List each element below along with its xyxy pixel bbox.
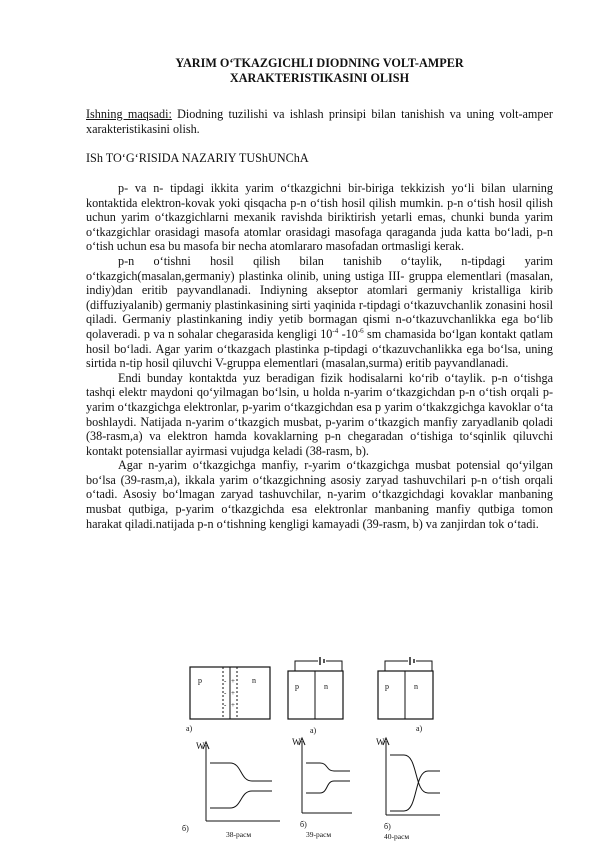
- fig38-label-b: б): [182, 824, 189, 833]
- fig38-plus-2: +: [231, 689, 235, 697]
- fig40-energy-diagram: [383, 738, 440, 815]
- fig40-caption: 40-расм: [384, 832, 410, 841]
- fig39-axis-w: W: [292, 737, 301, 747]
- paragraph-1: p- va n- tipdagi ikkita yarim o‘tkazgichni bir-biriga tekkizish yo‘li bilan ularning kontaktida elektron-kovak yoki qisqacha p-n o‘tish hosil qilish mumkin. p-n o‘tish hosil qilish uchun yarim o‘tkazgichlarni mexanik ravishda biriktirish yetarli emas, chunki bunda yarim o‘tkazgichlar orasidagi masofa atomlar orasidagi masofaga qaraganda juda katta bo‘ladi, p-n o‘tish uchun esa bu masofa bir necha atomlararo masofadan ortmasligi kerak.: [86, 181, 553, 254]
- fig38-n-label: n: [252, 676, 256, 685]
- goal-label: Ishning maqsadi:: [86, 107, 172, 121]
- fig38-minus-2: -: [224, 689, 227, 697]
- figure-pn-junction: [160, 653, 450, 841]
- fig38-p-label: p: [198, 676, 202, 685]
- section-heading: ISh TO‘G‘RISIDA NAZARIY TUShUNChA: [86, 151, 309, 165]
- title-line-1: YARIM O‘TKAZGICHLI DIODNING VOLT-AMPER: [175, 56, 464, 70]
- fig40-label-b: б): [384, 822, 391, 831]
- paragraph-2-text-mid: -10: [338, 326, 358, 341]
- fig39-energy-diagram: [299, 738, 352, 813]
- figure-drawing: [160, 653, 450, 841]
- fig40-p-label: p: [385, 682, 389, 691]
- fig38-minus-1: -: [224, 677, 227, 685]
- fig38-crystal: [190, 667, 270, 719]
- exponent-2: -6: [357, 326, 364, 335]
- paragraph-2-text-b: sm chamasida bo‘lgan kontakt qatlam hosil bo‘ladi. Agar yarim o‘tkazgach plastinka p-tipdagi o‘tkazuvchanlikka ega bo‘lsa, uning sirtida n-tip hosil qiluvchi V-gruppa elementlari (masalan,surma) eritib payvandlanadi.: [86, 326, 554, 371]
- fig39-label-b: б): [300, 820, 307, 829]
- paragraph-3: Endi bunday kontaktda yuz beradigan fizik hodisalarni ko‘rib o‘taylik. p-n o‘tishga tashqi elektr maydoni qo‘yilmagan bo‘lsin, u holda n-yarim o‘tkazgichdan p-n o‘tish orqali p-yarim o‘tkazgichga elektronlar, p-yarim o‘tkazgichdan esa p yarim o‘tkakzgichga kavoklar o‘ta boshlaydi. Natijada n-yarim o‘tkazgich musbat, p-yarim o‘tkazgich manfiy zaryadlanib qoladi (38-rasm,a) va elektron hamda kovaklarning p-n chegaradan o‘tishiga to‘sqinlik qiluvchi kontakt potensiallar ayirmasi vujudga keladi (38-rasm, b).: [86, 370, 553, 458]
- fig38-caption: 38-расм: [226, 830, 252, 839]
- fig39-p-label: p: [295, 682, 299, 691]
- title-line-2: XARAKTERISTIKASINI OLISH: [229, 71, 410, 85]
- fig40-label-a: a): [416, 724, 423, 733]
- fig39-n-label: n: [324, 682, 328, 691]
- fig38-plus-1: +: [231, 677, 235, 685]
- fig40-axis-w: W: [376, 737, 385, 747]
- fig38-minus-3: -: [224, 701, 227, 709]
- goal-paragraph: [86, 107, 553, 136]
- fig40-n-label: n: [414, 682, 418, 691]
- fig38-energy-diagram: [203, 742, 280, 821]
- fig38-plus-3: +: [231, 701, 235, 709]
- exponent-1: -4: [332, 326, 339, 335]
- body-text: [86, 181, 553, 531]
- paragraph-2-text-a: p-n o‘tishni hosil qilish bilan tanishib o‘taylik, n-tipdagi yarim o‘tkazgich(masalan,germaniy) plastinka olinib, uning ustiga III- gruppa elementlari (masalan, indiy)dan eritib payvandlanadi. Indiyning akseptor atomlari germaniy kristalliga kirib (diffuziyalanib) germaniy plastinkasining sirti yaqinida r-tipdagi o‘tkazuvchanlik zonasini hosil qiladi. Germaniy plastinkaning indiy yetib bormagan qismi n-o‘tkazuvchanlikka ega bo‘lib qolaveradi. p va n sohalar chegarasida kengligi 10: [86, 253, 553, 341]
- paragraph-2: [86, 254, 553, 371]
- fig38-label-a: a): [186, 724, 193, 733]
- goal-text: Diodning tuzilishi va ishlash prinsipi bilan tanishish va uning volt-amper xarakteristikasini olish.: [86, 107, 553, 136]
- fig39-caption: 39-расм: [306, 830, 332, 839]
- page-title: [86, 56, 553, 86]
- paragraph-4: Agar n-yarim o‘tkazgichga manfiy, r-yarim o‘tkazgichga musbat potensial qo‘yilgan bo‘lsa (39-rasm,a), ikkala yarim o‘tkazgichning asosiy zaryad tashuvchilari p-n o‘tish orqali o‘tadi. Asosiy bo‘lmagan zaryad tashuvchilar, n-yarim o‘tkazgichdagi kovaklar manbaning musbat qutbiga, p-yarim o‘tkazgichda esa elektronlar manbaning manfiy qutbiga tomon harakat qiladi.natijada p-n o‘tishning kengligi kamayadi (39-rasm, b) va zanjirdan tok o‘tadi.: [86, 458, 553, 531]
- fig39-label-a: a): [310, 726, 317, 735]
- fig38-axis-w: W: [196, 741, 205, 751]
